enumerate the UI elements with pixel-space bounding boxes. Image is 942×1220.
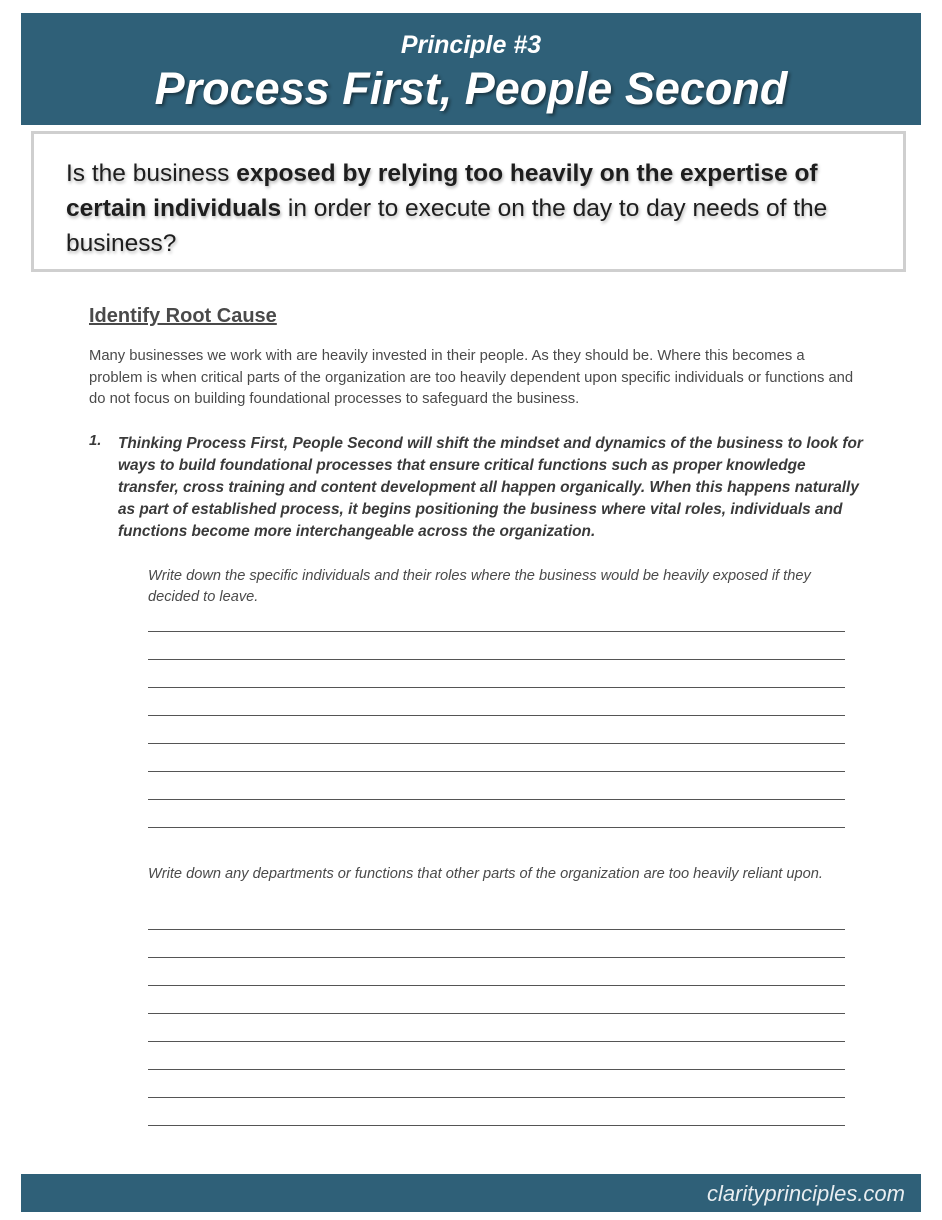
writing-line[interactable]	[148, 827, 845, 828]
principle-number: Principle #3	[400, 31, 542, 59]
prompt-individuals: Write down the specific individuals and their roles where the business would be heavily exposed if they decided to leave.	[148, 568, 811, 605]
writing-line[interactable]	[148, 687, 845, 688]
writing-line[interactable]	[148, 957, 845, 958]
writing-line[interactable]	[148, 1097, 845, 1098]
writing-line[interactable]	[148, 799, 845, 800]
writing-line[interactable]	[148, 659, 845, 660]
key-question-emphasis: exposed by relying too heavily on the expertise of certain individuals	[66, 160, 818, 222]
header-banner	[21, 13, 921, 125]
prompt-departments: Write down any departments or functions that other parts of the organization are too heavily reliant upon.	[148, 866, 823, 882]
key-question-tail: in order to execute on the day to day needs of the business?	[66, 195, 828, 257]
writing-line[interactable]	[148, 1041, 845, 1042]
writing-line[interactable]	[148, 631, 845, 632]
page-title: Process First, People Second	[154, 63, 788, 114]
list-item-text: Thinking Process First, People Second will shift the mindset and dynamics of the business to look for ways to build foundational processes that ensure critical functions such as proper knowledge transfer, cross training and content development all happen organically. When this happens naturally as part of established process, it begins positioning the business where vital roles, individuals and functions become more interchangeable across the organization.	[118, 435, 863, 540]
section-heading: Identify Root Cause	[89, 305, 277, 327]
footer-banner	[21, 1174, 921, 1212]
writing-line[interactable]	[148, 715, 845, 716]
footer-website: clarityprinciples.com	[706, 1181, 905, 1206]
writing-line[interactable]	[148, 1125, 845, 1126]
key-question-box	[31, 131, 906, 272]
writing-line[interactable]	[148, 929, 845, 930]
writing-line[interactable]	[148, 743, 845, 744]
writing-line[interactable]	[148, 771, 845, 772]
writing-line[interactable]	[148, 1069, 845, 1070]
key-question	[66, 156, 881, 261]
list-item-number: 1.	[89, 433, 102, 449]
writing-line[interactable]	[148, 1013, 845, 1014]
key-question-lead: Is the business	[66, 160, 237, 187]
writing-line[interactable]	[148, 985, 845, 986]
intro-paragraph: Many businesses we work with are heavily invested in their people. As they should be. Where this becomes a problem is when critical parts of the organization are too heavily dependent upon specific individuals or functions and do not focus on building foundational processes to safeguard the business.	[89, 348, 854, 407]
